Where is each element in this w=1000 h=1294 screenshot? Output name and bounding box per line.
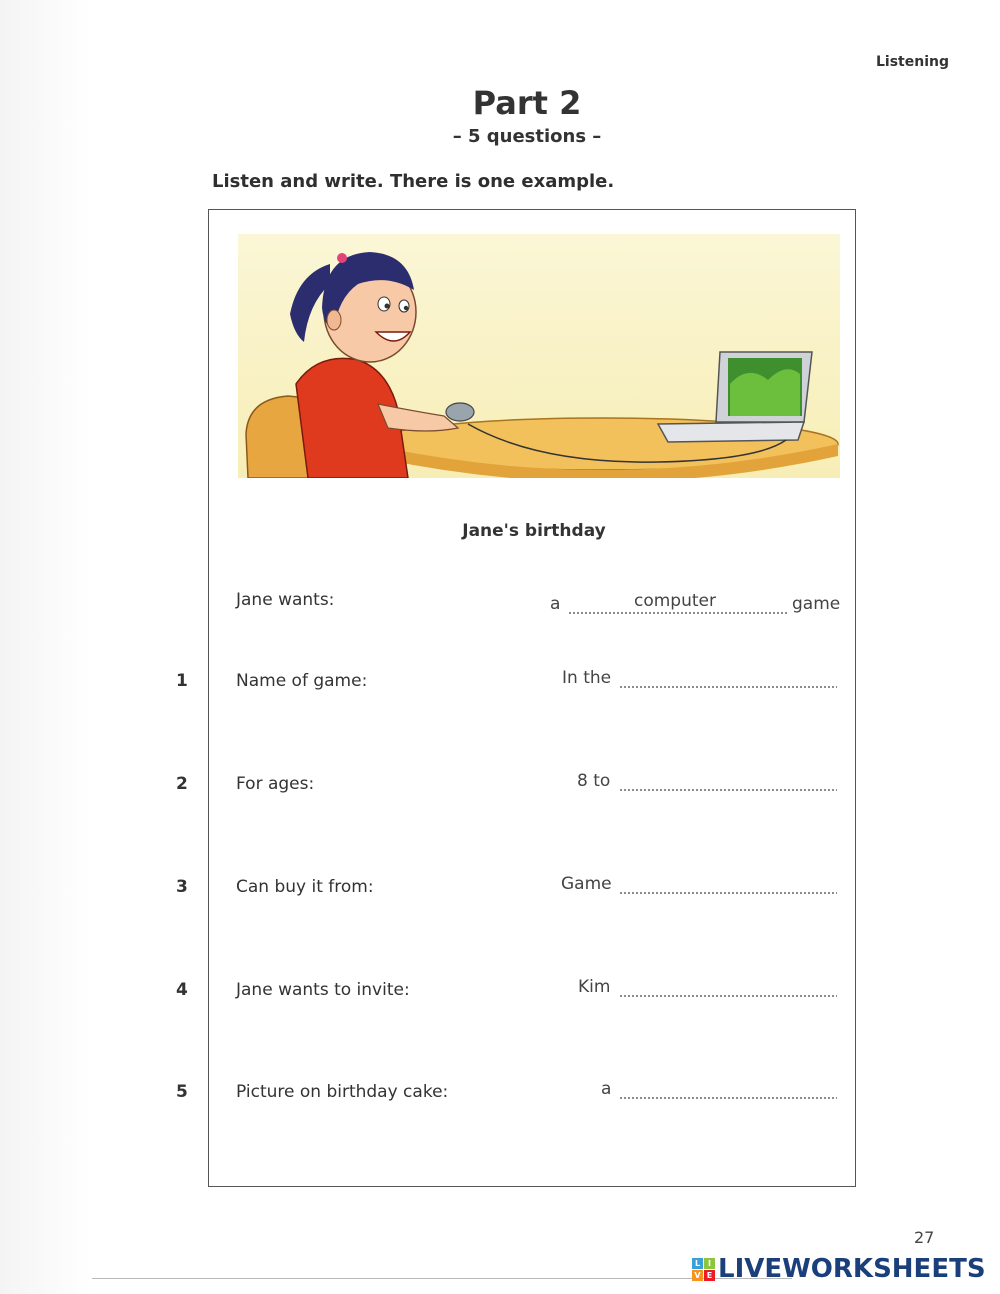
liveworksheets-logo-text: LIVEWORKSHEETS: [718, 1254, 986, 1284]
question-label-4: Jane wants to invite:: [236, 980, 410, 1000]
question-number-3: 3: [176, 877, 188, 897]
question-answer-line-3: [619, 892, 837, 894]
form-title: Jane's birthday: [462, 521, 606, 541]
question-number-1: 1: [176, 671, 188, 691]
question-prefix-3: Game: [561, 874, 612, 894]
question-prefix-1: In the: [562, 668, 612, 688]
question-number-2: 2: [176, 774, 188, 794]
page-subtitle: – 5 questions –: [452, 126, 602, 147]
example-prefix: a: [550, 594, 561, 614]
question-prefix-4: Kim: [578, 977, 611, 997]
question-label-2: For ages:: [236, 774, 315, 794]
question-answer-input-2[interactable]: [620, 767, 836, 789]
liveworksheets-logo: [692, 1254, 986, 1284]
question-number-5: 5: [176, 1082, 188, 1102]
logo-badge-letter: E: [704, 1270, 715, 1281]
logo-badge-letter: L: [692, 1258, 703, 1269]
bottom-rule: [92, 1278, 792, 1279]
question-label-1: Name of game:: [236, 671, 368, 691]
question-answer-input-5[interactable]: [620, 1075, 836, 1097]
question-answer-line-2: [619, 789, 837, 791]
logo-badge-letter: I: [704, 1258, 715, 1269]
question-prefix-5: a: [601, 1079, 612, 1099]
girl-playing-computer-game-illustration: [238, 234, 840, 478]
page-edge-shadow: [0, 0, 92, 1294]
logo-badge-letter: V: [692, 1270, 703, 1281]
page-title: Part 2: [472, 84, 582, 122]
question-answer-line-1: [619, 686, 837, 688]
question-answer-input-1[interactable]: [620, 664, 836, 686]
liveworksheets-logo-icon: [692, 1258, 715, 1281]
question-answer-line-4: [619, 995, 837, 997]
question-label-5: Picture on birthday cake:: [236, 1082, 449, 1102]
question-number-4: 4: [176, 980, 188, 1000]
example-answer-line: [568, 612, 788, 614]
question-answer-input-4[interactable]: [620, 973, 836, 995]
example-answer: computer: [634, 591, 716, 611]
example-suffix: game: [792, 594, 841, 614]
instruction-text: Listen and write. There is one example.: [212, 171, 615, 192]
question-answer-input-3[interactable]: [620, 870, 836, 892]
question-answer-line-5: [619, 1097, 837, 1099]
question-prefix-2: 8 to: [577, 771, 611, 791]
example-label: Jane wants:: [236, 590, 335, 610]
page-number: 27: [914, 1228, 935, 1247]
question-label-3: Can buy it from:: [236, 877, 374, 897]
section-label: Listening: [876, 54, 949, 70]
